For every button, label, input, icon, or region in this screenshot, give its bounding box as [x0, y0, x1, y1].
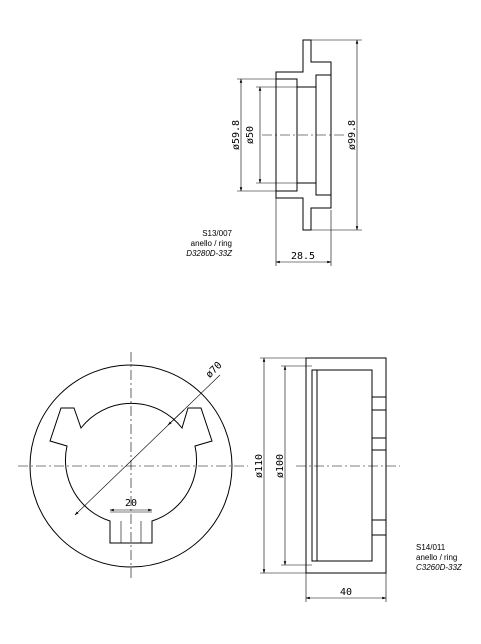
dim-d50: ø50	[245, 125, 256, 145]
ring-s13-section	[256, 40, 345, 230]
dim-d59-8: ø59.8	[231, 119, 242, 151]
ring-s14-side-dimensions	[260, 358, 386, 602]
ring-s14-front-view	[18, 352, 248, 580]
note-code-s13: S13/007	[202, 229, 232, 238]
note-desc-s13: anello / ring	[190, 239, 232, 248]
note-ref-s13: D3280D-33Z	[186, 249, 232, 258]
note-desc-s14: anello / ring	[416, 553, 458, 562]
dim-28-5: 28.5	[290, 251, 316, 262]
dim-40: 40	[339, 587, 353, 598]
ring-s13-dimensions	[237, 40, 362, 266]
note-ref-s14: C3260D-33Z	[416, 563, 462, 572]
dim-d70: ø70	[203, 359, 225, 381]
dim-d100: ø100	[275, 453, 286, 479]
note-code-s14: S14/011	[416, 543, 446, 552]
dim-d99-8: ø99.8	[347, 119, 358, 151]
dim-d110: ø110	[254, 453, 265, 479]
dim-20: 20	[124, 498, 138, 509]
ring-s14-side-section	[296, 358, 400, 573]
